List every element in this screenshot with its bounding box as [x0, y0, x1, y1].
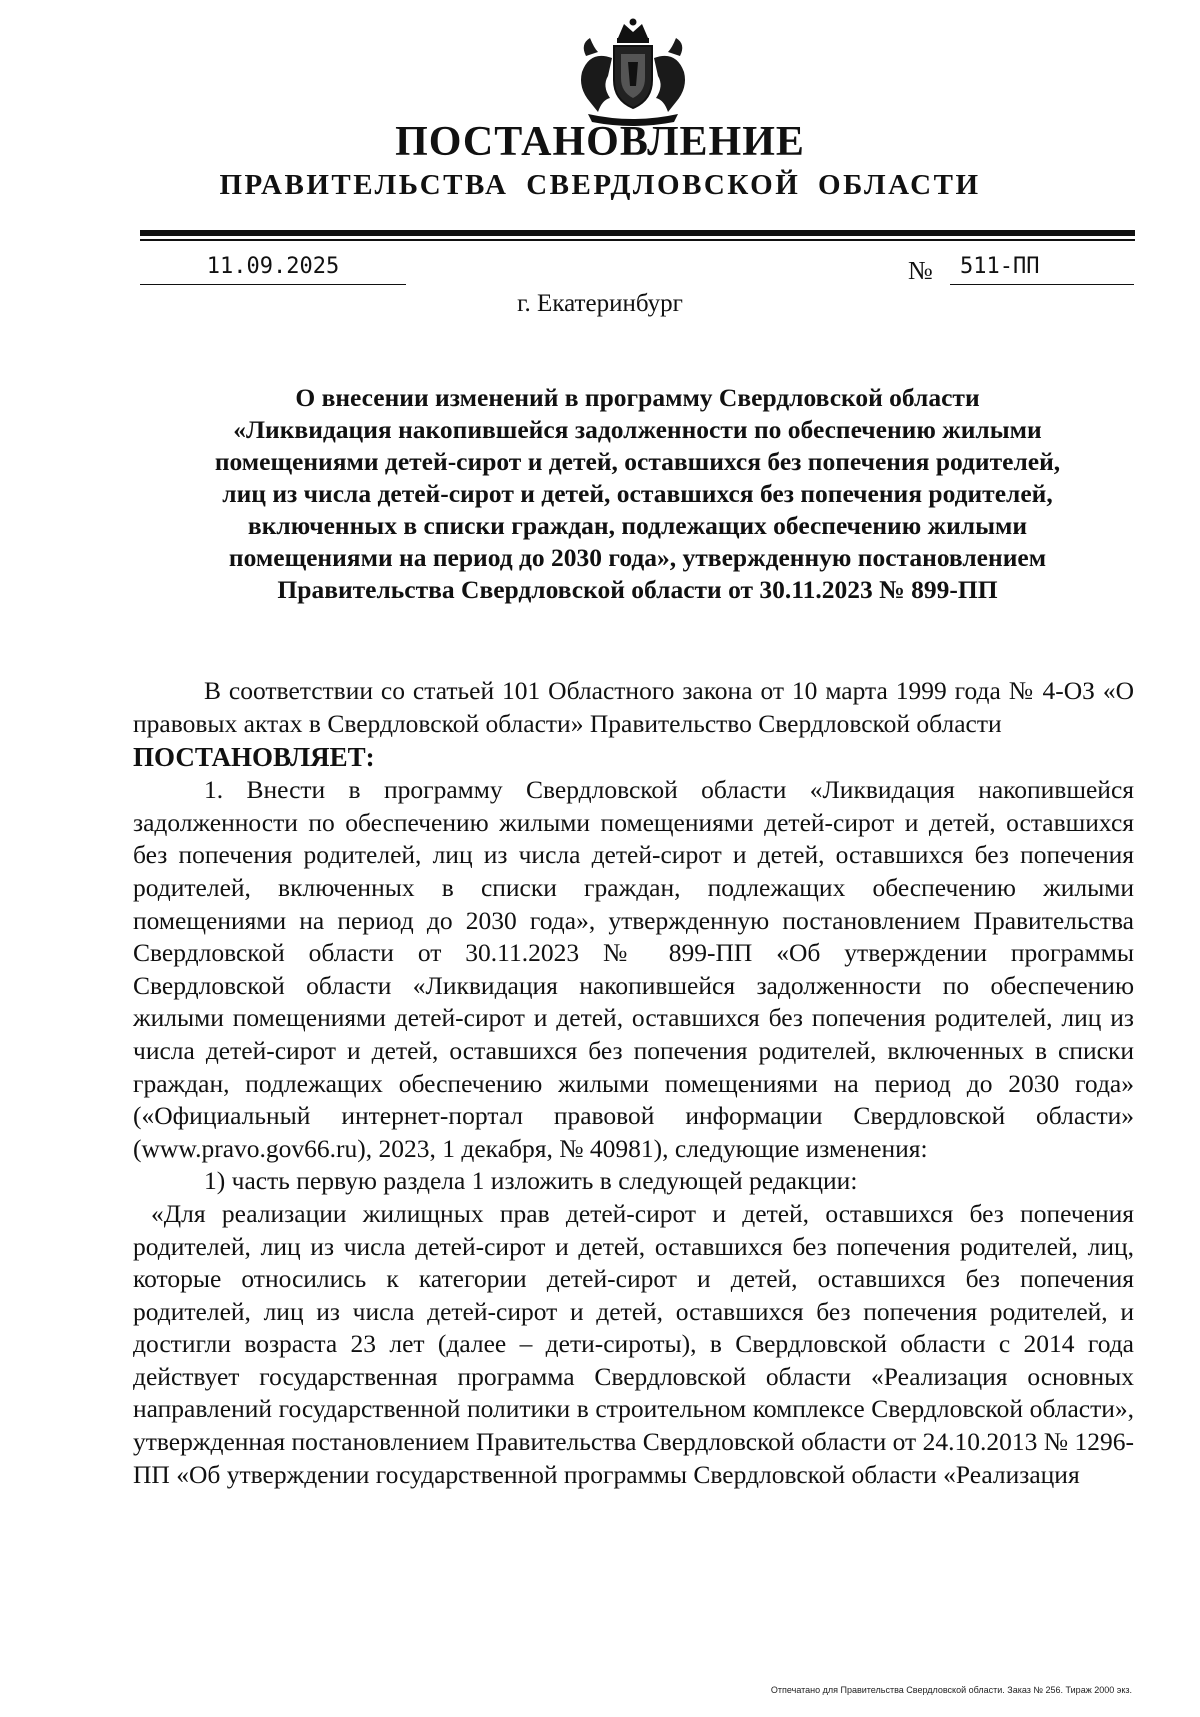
title-line: помещениями на период до 2030 года», утвержденную постановлением [228, 543, 1047, 572]
item-1-paragraph: 1. Внести в программу Свердловской области «Ликвидация накопившейся задолженности по обеспечению жилыми помещениями детей-сирот и детей, оставшихся без попечения родителей, лиц из числа детей-сирот и детей, оставшихся без попечения родителей, включенных в списки граждан, подлежащих обеспечению жилыми помещениями на период до 2030 года», утвержденную постановлением Правительства Свердловской области от 30.11.2023 № 899-ПП «Об утверждении программы Свердловской области «Ликвидация накопившейся задолженности по обеспечению жилыми помещениями детей-сирот и детей, оставшихся без попечения родителей, лиц из числа детей-сирот и детей, оставшихся без попечения родителей, включенных в списки граждан, подлежащих обеспечению жилыми помещениями на период до 2030 года» («Официальный интернет-портал правовой информации Свердловской области» (www.pravo.gov66.ru), 2023, 1 декабря, № 40981), следующие изменения: [133, 775, 1134, 1163]
title-line: лиц из числа детей-сирот и детей, оставшихся без попечения родителей, [222, 479, 1053, 508]
quoted-text-paragraph: «Для реализации жилищных прав детей-сирот и детей, оставшихся без попечения родителей, лиц из числа детей-сирот и детей, оставшихся без попечения родителей, лиц, которые относились к категории детей-сирот и детей, оставшихся без попечения родителей, лиц из числа детей-сирот и детей, оставшихся без попечения родителей, и достигли возраста 23 лет (далее – дети-сироты), в Свердловской области с 2014 года действует государственная программа Свердловской области «Реализация основных направлений государственной политики в строительном комплексе Свердловской области», утвержденная постановлением Правительства Свердловской области от 24.10.2013 № 1296-ПП «Об утверждении государственной программы Свердловской области «Реализация [133, 1198, 1134, 1489]
document-title [140, 382, 1135, 606]
subitem-1-paragraph: 1) часть первую раздела 1 изложить в следующей редакции: [204, 1166, 858, 1196]
document-date: 11.09.2025 [140, 250, 406, 285]
header-rule-thin [140, 239, 1135, 241]
print-footer-note: Отпечатано для Правительства Свердловской области. Заказ № 256. Тираж 2000 экз. [770, 1685, 1132, 1695]
document-type-heading: ПОСТАНОВЛЕНИЕ [395, 119, 805, 165]
issuing-authority-heading: ПРАВИТЕЛЬСТВА СВЕРДЛОВСКОЙ ОБЛАСТИ [219, 169, 981, 201]
title-line: помещениями детей-сирот и детей, оставшихся без попечения родителей, [214, 447, 1061, 476]
title-line: Правительства Свердловской области от 30.11.2023 № 899-ПП [277, 575, 998, 604]
document-body [133, 675, 1134, 1491]
preamble-paragraph: В соответствии со статьей 101 Областного закона от 10 марта 1999 года № 4-ОЗ «О правовых актах в Свердловской области» Правительство Свердловской области [133, 676, 1134, 738]
title-line: О внесении изменений в программу Свердловской области [295, 383, 980, 412]
decree-word: ПОСТАНОВЛЯЕТ: [133, 742, 375, 773]
issue-city: г. Екатеринбург [517, 290, 683, 317]
title-line: «Ликвидация накопившейся задолженности по обеспечению жилыми [233, 415, 1042, 444]
title-line: включенных в списки граждан, подлежащих обеспечению жилыми [247, 511, 1028, 540]
coat-of-arms-icon [568, 16, 698, 128]
header-rule-thick [140, 230, 1135, 236]
document-number: 511-ПП [950, 250, 1134, 285]
number-sign: № [908, 256, 933, 285]
